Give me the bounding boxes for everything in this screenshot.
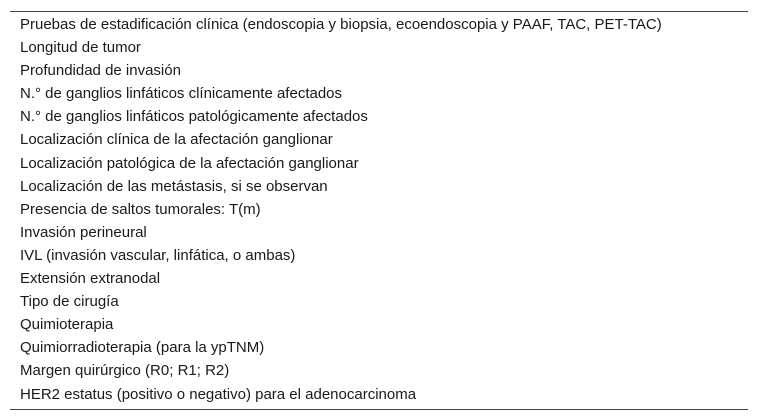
table-row: Invasión perineural (20, 223, 147, 241)
data-table (10, 11, 748, 410)
table-row: Longitud de tumor (20, 39, 141, 57)
table-body (10, 13, 748, 406)
table-row: HER2 estatus (positivo o negativo) para el adenocarcinoma (20, 385, 417, 403)
table-row: Profundidad de invasión (20, 62, 181, 80)
table-row: Tipo de cirugía (20, 293, 119, 311)
table-row: Localización patológica de la afectación ganglionar (20, 154, 359, 172)
table-row: Pruebas de estadificación clínica (endoscopia y biopsia, ecoendoscopia y PAAF, TAC, PET-TAC) (20, 16, 662, 33)
table-row: N.° de ganglios linfáticos clínicamente afectados (20, 85, 343, 103)
table-row: IVL (invasión vascular, linfática, o ambas) (20, 246, 296, 264)
table-row: Localización clínica de la afectación ganglionar (20, 131, 333, 149)
table-row: Localización de las metástasis, si se observan (20, 177, 328, 195)
table-row: Quimioterapia (20, 316, 114, 334)
table-row: Presencia de saltos tumorales: T(m) (20, 200, 261, 218)
table-row: Extensión extranodal (20, 270, 161, 288)
table-row: N.° de ganglios linfáticos patológicamente afectados (20, 108, 368, 126)
table-row: Quimiorradioterapia (para la ypTNM) (20, 339, 265, 357)
table-row: Margen quirúrgico (R0; R1; R2) (20, 362, 230, 380)
